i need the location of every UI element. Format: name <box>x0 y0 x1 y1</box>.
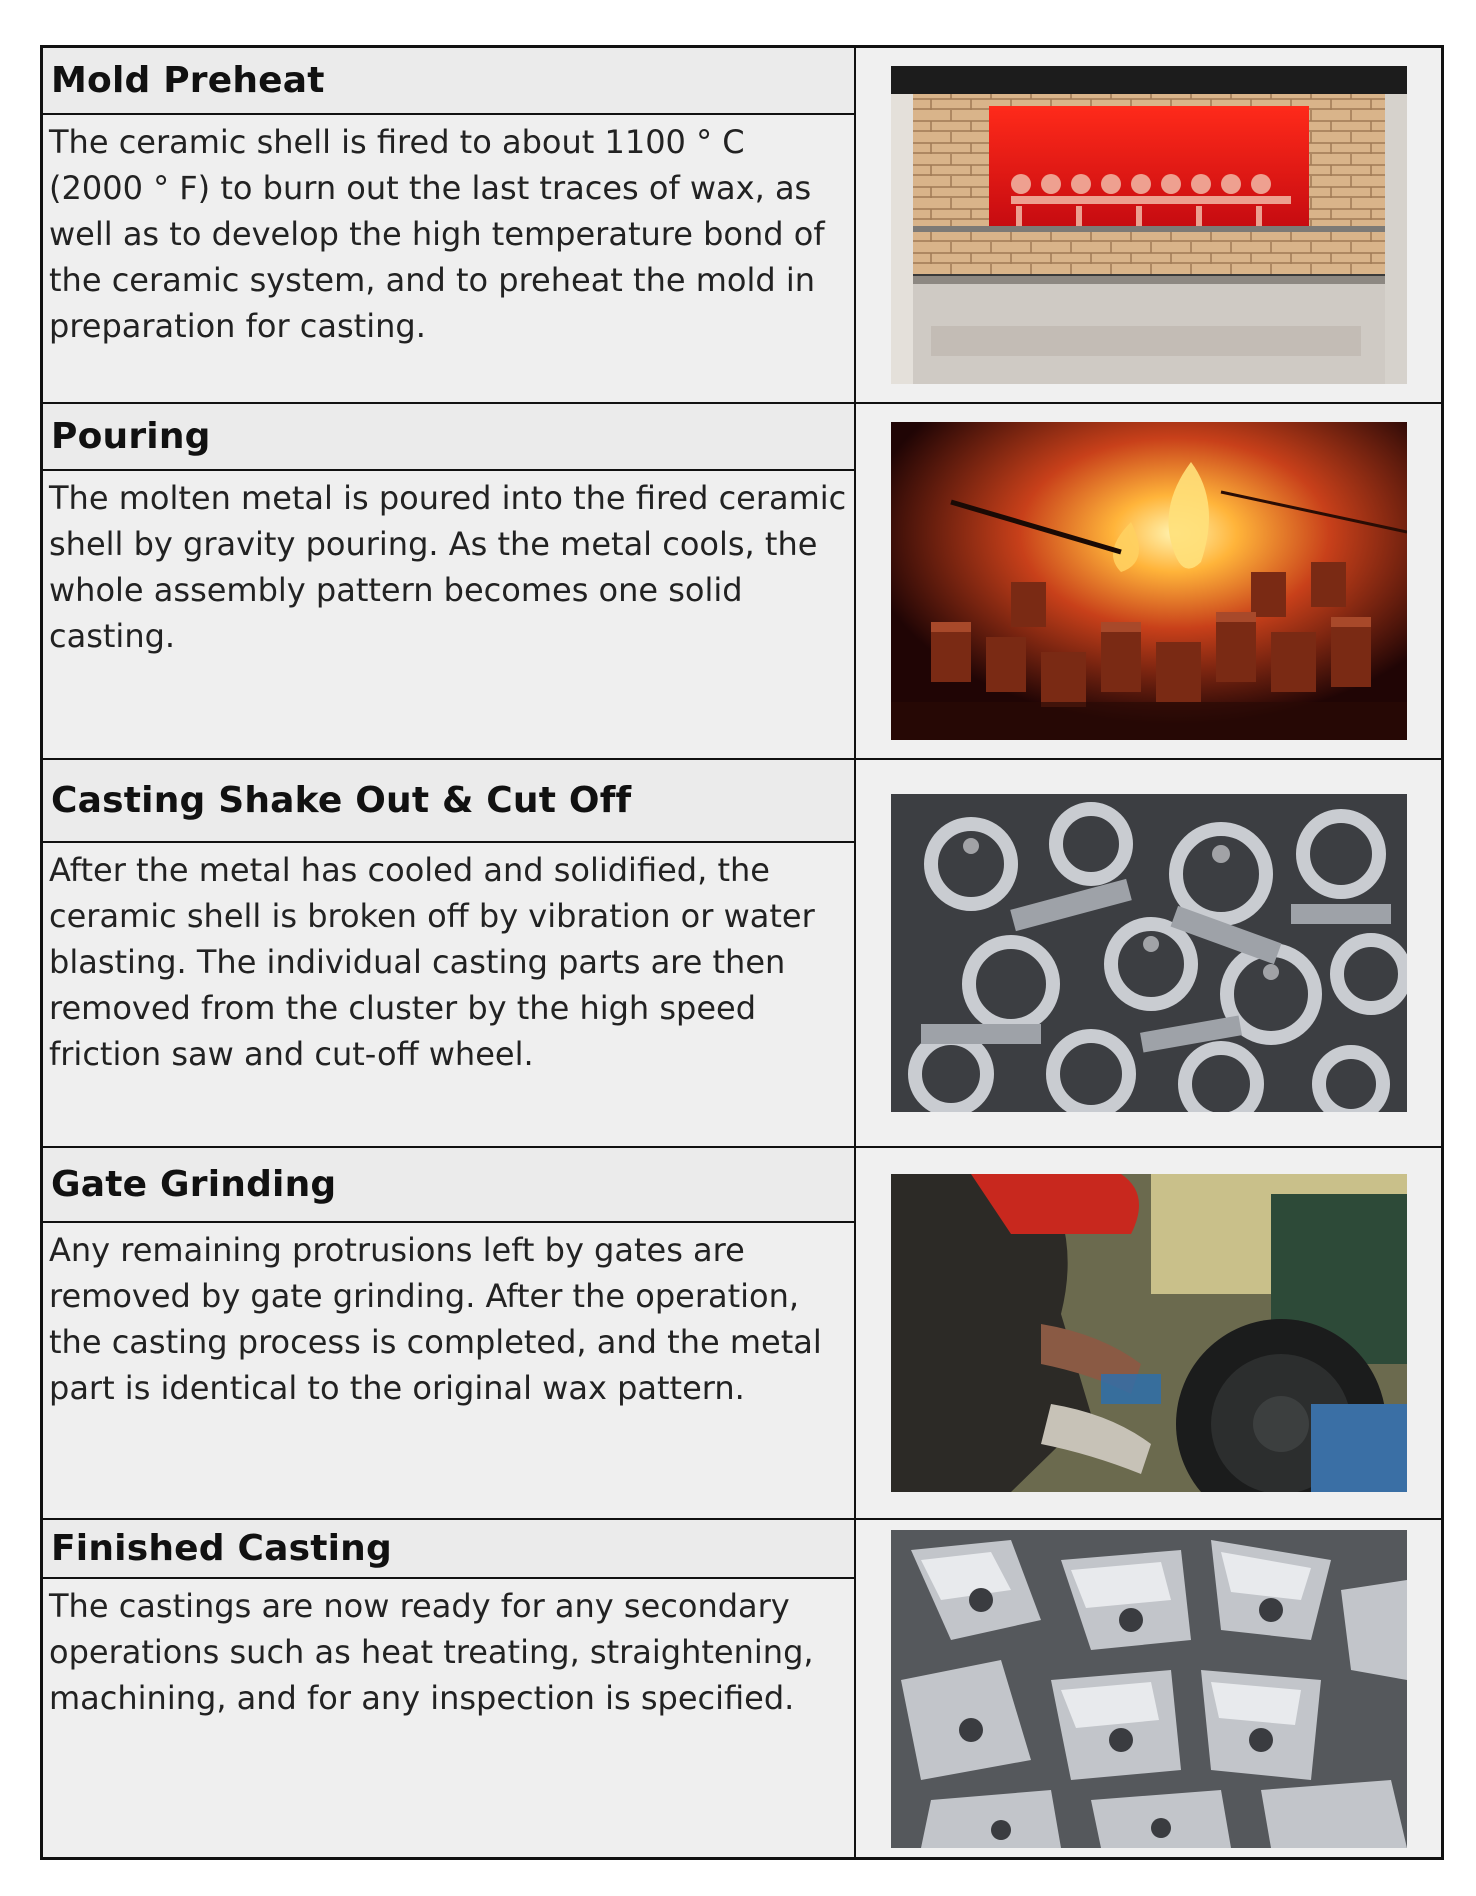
step-image-column <box>856 1520 1441 1857</box>
step-title: Casting Shake Out & Cut Off <box>43 760 854 843</box>
pouring-photo <box>891 422 1407 740</box>
step-row-pouring <box>43 404 1441 760</box>
furnace-photo <box>891 66 1407 384</box>
step-title: Pouring <box>43 404 854 471</box>
step-image-column <box>856 760 1441 1146</box>
step-text-column <box>43 1520 856 1857</box>
casting-process-table <box>40 45 1444 1860</box>
step-image-column <box>856 48 1441 402</box>
step-row-finished-casting <box>43 1520 1441 1857</box>
step-image-column <box>856 404 1441 758</box>
step-row-mold-preheat <box>43 48 1441 404</box>
step-row-shake-out <box>43 760 1441 1148</box>
finished-parts-photo <box>891 1530 1407 1848</box>
step-description: The castings are now ready for any secondary operations such as heat treating, straightening, machining, and for any inspection is specified. <box>43 1579 854 1857</box>
step-title: Gate Grinding <box>43 1148 854 1223</box>
step-text-column <box>43 404 856 758</box>
step-text-column <box>43 760 856 1146</box>
step-row-gate-grinding <box>43 1148 1441 1520</box>
step-description: Any remaining protrusions left by gates are removed by gate grinding. After the operation, the casting process is completed, and the metal part is identical to the original wax pattern. <box>43 1223 854 1518</box>
step-description: The ceramic shell is fired to about 1100 ° C (2000 ° F) to burn out the last traces of wax, as well as to develop the high temperature bond of the ceramic system, and to preheat the mold in preparation for casting. <box>43 115 854 402</box>
grinding-photo <box>891 1174 1407 1492</box>
step-title: Mold Preheat <box>43 48 854 115</box>
step-title: Finished Casting <box>43 1520 854 1579</box>
step-text-column <box>43 48 856 402</box>
cast-parts-photo <box>891 794 1407 1112</box>
step-description: The molten metal is poured into the fired ceramic shell by gravity pouring. As the metal cools, the whole assembly pattern becomes one solid casting. <box>43 471 854 758</box>
step-image-column <box>856 1148 1441 1518</box>
step-text-column <box>43 1148 856 1518</box>
step-description: After the metal has cooled and solidified, the ceramic shell is broken off by vibration or water blasting. The individual casting parts are then removed from the cluster by the high speed friction saw and cut-off wheel. <box>43 843 854 1146</box>
